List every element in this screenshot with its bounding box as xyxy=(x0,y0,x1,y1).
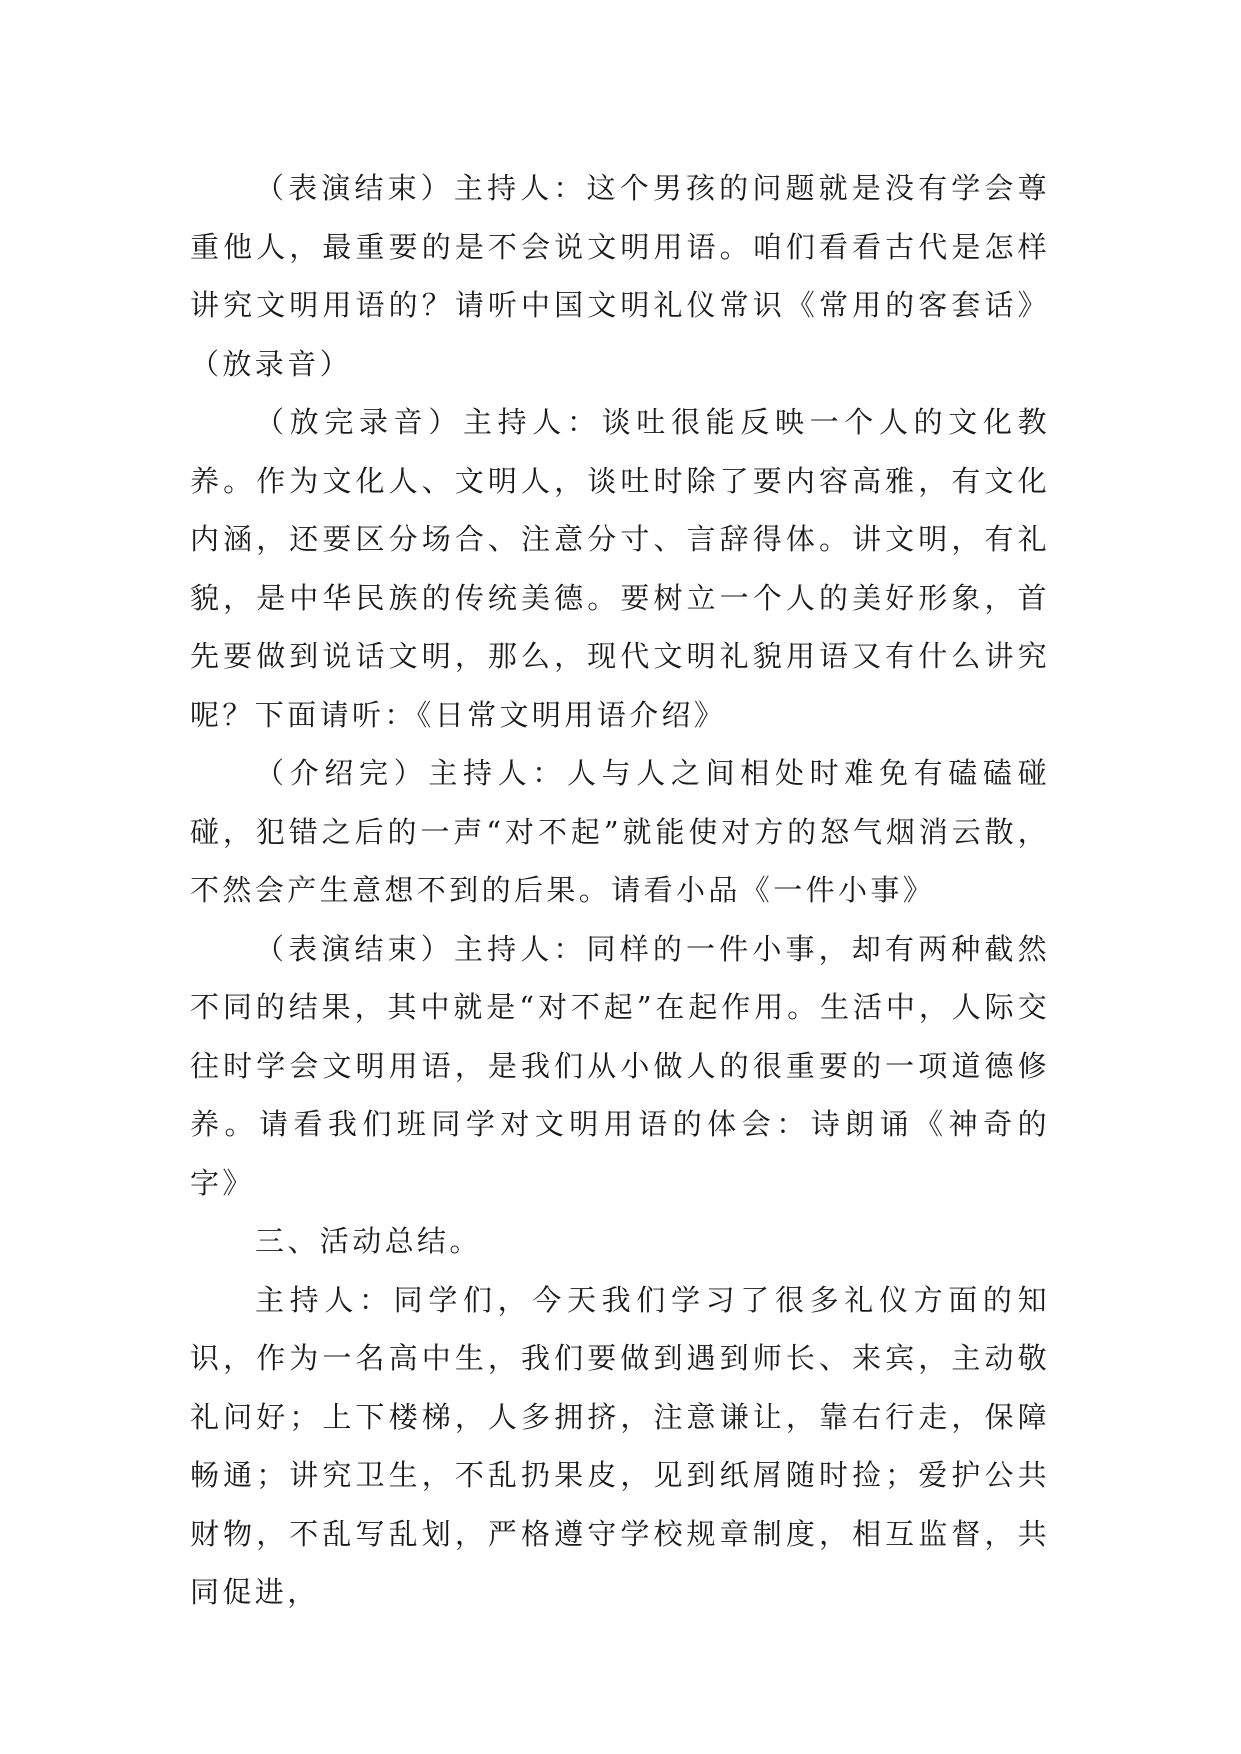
paragraph-recording-end: （放完录音）主持人：谈吐很能反映一个人的文化教养。作为文化人、文明人，谈吐时除了要内容高雅，有文化内涵，还要区分场合、注意分寸、言辞得体。讲文明，有礼貌，是中华民族的传统美德。要树立一个人的美好形象，首先要做到说话文明，那么，现代文明礼貌用语又有什么讲究呢？下面请听：《日常文明用语介绍》 xyxy=(190,405,1050,732)
section-heading-activity-summary: 三、活动总结。 xyxy=(255,1224,482,1258)
paragraph-host-summary: 主持人：同学们，今天我们学习了很多礼仪方面的知识，作为一名高中生，我们要做到遇到师长、来宾，主动敬礼问好；上下楼梯，人多拥挤，注意谦让，靠右行走，保障畅通；讲究卫生，不乱扔果皮，见到纸屑随时捡；爱护公共财物，不乱写乱划，严格遵守学校规章制度，相互监督，共同促进， xyxy=(190,1282,1050,1609)
paragraph-performance-end-2: （表演结束）主持人：同样的一件小事，却有两种截然不同的结果，其中就是“对不起”在起作用。生活中，人际交往时学会文明用语，是我们从小做人的很重要的一项道德修养。请看我们班同学对文明用语的体会：诗朗诵《神奇的字》 xyxy=(190,931,1050,1200)
document-body xyxy=(190,159,1050,1622)
paragraph-introduction-end: （介绍完）主持人：人与人之间相处时难免有磕磕碰碰，犯错之后的一声“对不起”就能使对方的怒气烟消云散，不然会产生意想不到的后果。请看小品《一件小事》 xyxy=(190,756,1050,907)
paragraph-performance-end-1: （表演结束）主持人：这个男孩的问题就是没有学会尊重他人，最重要的是不会说文明用语。咱们看看古代是怎样讲究文明用语的？请听中国文明礼仪常识《常用的客套话》（放录音） xyxy=(190,171,1050,381)
